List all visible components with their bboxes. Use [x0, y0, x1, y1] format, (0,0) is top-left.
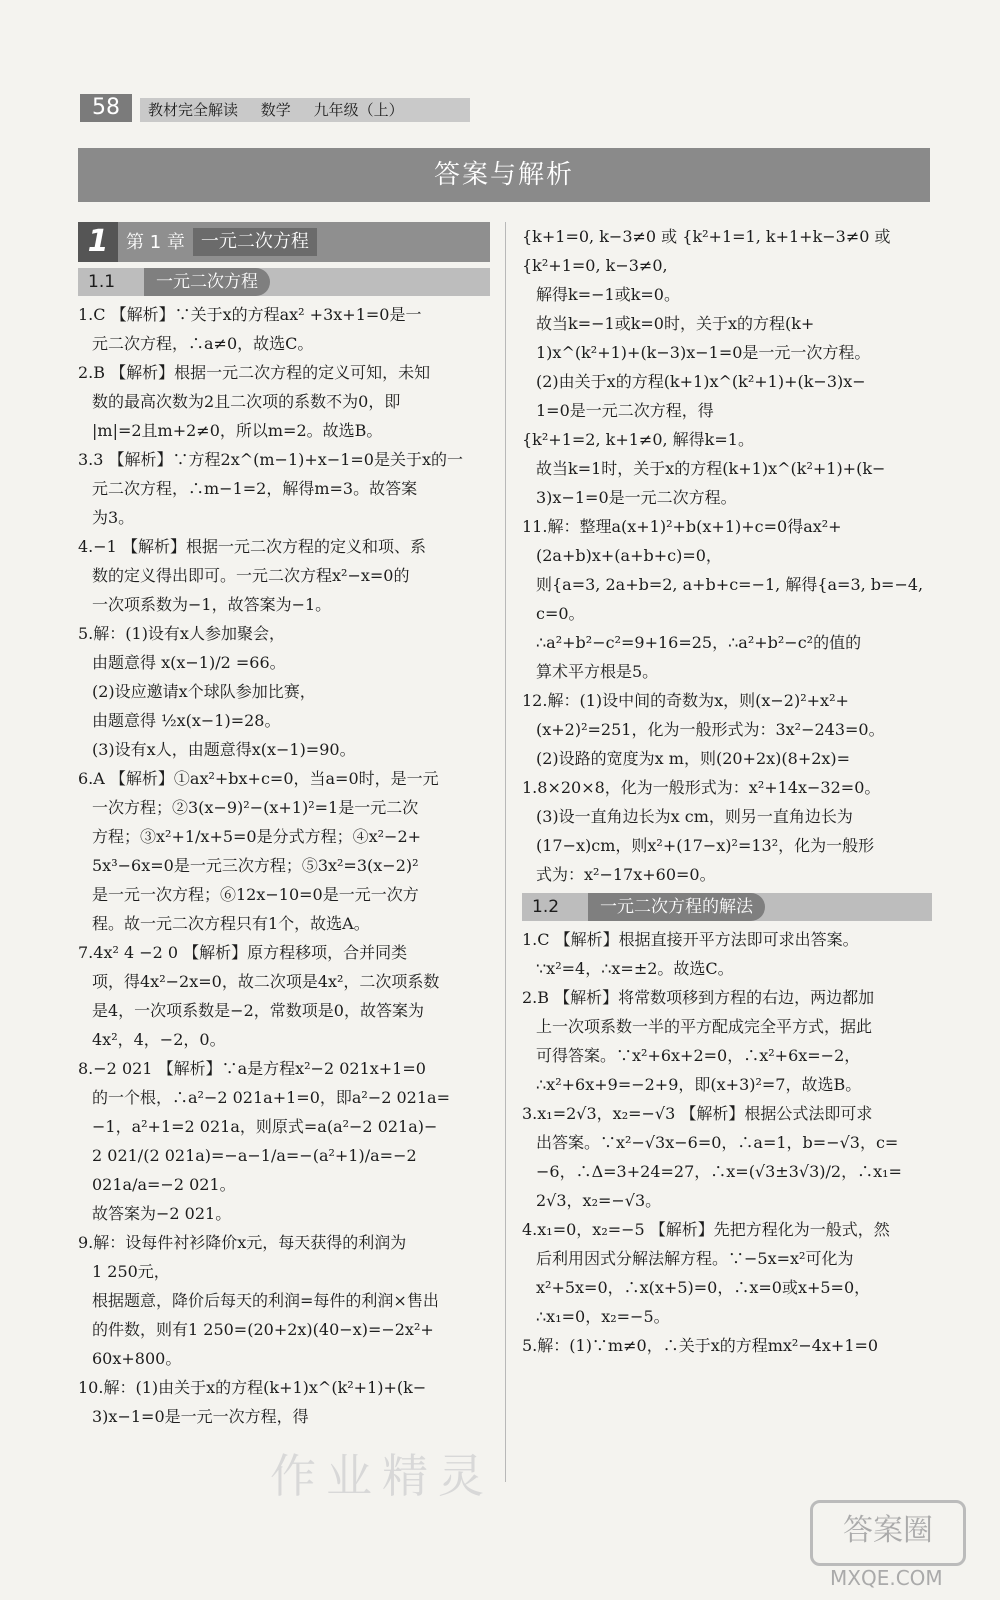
answer-line: 12.解：(1)设中间的奇数为x，则(x−2)²+x²+: [522, 691, 849, 710]
subject-label: 数学: [260, 101, 291, 119]
section-number: 1.1: [88, 271, 116, 292]
answer-line: 9.解：设每件衬衫降价x元，每天获得的利润为: [78, 1233, 407, 1252]
answer-line: 为3。: [92, 508, 135, 527]
answer-line: 1.C 【解析】∵关于x的方程ax² +3x+1=0是一: [78, 305, 422, 324]
answer-line: 1 250元，: [92, 1262, 170, 1281]
answer-line: ∵x²=4，∴x=±2。故选C。: [536, 959, 734, 978]
answer-line: 方程；③x²+1/x+5=0是分式方程；④x²−2+: [92, 827, 422, 846]
answer-line: 后利用因式分解法解方程。∵−5x=x²可化为: [536, 1249, 854, 1268]
answer-line: 由题意得 x(x−1)/2 =66。: [92, 653, 286, 672]
answer-line: 60x+800。: [92, 1349, 182, 1368]
answer-line: 的件数，则有1 250=(20+2x)(40−x)=−2x²+: [92, 1320, 434, 1339]
answer-line: 数的最高次数为2且二次项的系数不为0，即: [92, 392, 401, 411]
answer-line: ∴x₁=0，x₂=−5。: [536, 1307, 670, 1326]
answer-line: 一次方程；②3(x−9)²−(x+1)²=1是一元二次: [92, 798, 419, 817]
answer-line: 3.3 【解析】∵方程2x^(m−1)+x−1=0是关于x的一: [78, 450, 464, 469]
answer-line: 故当k=1时，关于x的方程(k+1)x^(k²+1)+(k−: [536, 459, 886, 478]
answer-line: 故当k=−1或k=0时，关于x的方程(k+: [536, 314, 815, 333]
answer-line: 7.4x² 4 −2 0 【解析】原方程移项，合并同类: [78, 943, 408, 962]
answer-line: 由题意得 ½x(x−1)=28。: [92, 711, 281, 730]
answer-line: (2)设应邀请x个球队参加比赛，: [92, 682, 316, 701]
answer-line: 6.A 【解析】①ax²+bx+c=0，当a=0时，是一元: [78, 769, 439, 788]
answer-line: 1.8×20×8，化为一般形式为：x²+14x−32=0。: [522, 778, 881, 797]
right-answers: [522, 222, 932, 889]
watermark: 作业精灵: [270, 1449, 494, 1503]
section-heading: [78, 268, 490, 296]
answer-line: 5.解：(1)∵m≠0，∴关于x的方程mx²−4x+1=0: [522, 1336, 879, 1355]
answer-line: 5x³−6x=0是一元三次方程；⑤3x²=3(x−2)²: [92, 856, 419, 875]
answer-line: 项，得4x²−2x=0，故二次项是4x²，二次项系数: [92, 972, 440, 991]
answer-line: (2)设路的宽度为x m，则(20+2x)(8+2x)=: [536, 749, 851, 768]
site-logo: 答案圈: [810, 1500, 966, 1566]
answer-line: (2a+b)x+(a+b+c)=0，: [536, 546, 722, 565]
section-title-2: 一元二次方程的解法: [588, 893, 765, 921]
answer-line: 式为：x²−17x+60=0。: [536, 865, 716, 884]
answer-line: 出答案。∵x²−√3x−6=0，∴a=1，b=−√3，c=: [536, 1133, 899, 1152]
site-url: MXQE.COM: [830, 1566, 943, 1590]
right-answers-2: [522, 925, 932, 1360]
answer-line: −6，∴Δ=3+24=27，∴x=(√3±3√3)/2，∴x₁=: [536, 1162, 902, 1181]
answer-line: 一次项系数为−1，故答案为−1。: [92, 595, 332, 614]
grade-label: 九年级（上）: [313, 101, 404, 119]
answer-line: 元二次方程，∴a≠0，故选C。: [92, 334, 314, 353]
chapter-label: 第 1 章: [126, 231, 185, 253]
answer-line: (3)设一直角边长为x cm，则另一直角边长为: [536, 807, 853, 826]
answer-line: 2√3，x₂=−√3。: [536, 1191, 662, 1210]
section-number-2: 1.2: [532, 896, 560, 917]
book-title: 教材完全解读: [148, 101, 239, 119]
answer-line: ∴x²+6x+9=−2+9，即(x+3)²=7，故选B。: [536, 1075, 862, 1094]
right-column: [522, 222, 932, 1360]
section-heading-2: [522, 893, 932, 921]
answer-line: ∴a²+b²−c²=9+16=25，∴a²+b²−c²的值的: [536, 633, 862, 652]
left-column: [78, 222, 490, 1431]
section-title: 一元二次方程: [144, 268, 270, 296]
answer-line: 可得答案。∵x²+6x+2=0，∴x²+6x=−2，: [536, 1046, 861, 1065]
answer-line: 则{a=3, 2a+b=2, a+b+c=−1, 解得{a=3, b=−4, c=0。: [536, 575, 924, 623]
running-header: [140, 98, 470, 122]
answer-line: 1)x^(k²+1)+(k−3)x−1=0是一元一次方程。: [536, 343, 871, 362]
answer-line: 元二次方程，∴m−1=2，解得m=3。故答案: [92, 479, 418, 498]
answer-line: 根据题意，降价后每天的利润=每件的利润×售出: [92, 1291, 439, 1310]
answer-line: |m|=2且m+2≠0，所以m=2。故选B。: [92, 421, 383, 440]
answer-line: 3)x−1=0是一元二次方程。: [536, 488, 737, 507]
answer-line: 3.x₁=2√3，x₂=−√3 【解析】根据公式法即可求: [522, 1104, 873, 1123]
answer-line: 2.B 【解析】根据一元二次方程的定义可知，未知: [78, 363, 431, 382]
answer-line: (17−x)cm，则x²+(17−x)²=13²，化为一般形: [536, 836, 875, 855]
answer-line: (x+2)²=251，化为一般形式为：3x²−243=0。: [536, 720, 885, 739]
answer-line: 是一元一次方程；⑥12x−10=0是一元一次方: [92, 885, 419, 904]
answer-line: 10.解：(1)由关于x的方程(k+1)x^(k²+1)+(k−: [78, 1378, 427, 1397]
answer-line: 3)x−1=0是一元一次方程，得: [92, 1407, 309, 1426]
answer-line: 8.−2 021 【解析】∵a是方程x²−2 021x+1=0: [78, 1059, 426, 1078]
answer-line: 算术平方根是5。: [536, 662, 659, 681]
answer-line: (3)设有x人，由题意得x(x−1)=90。: [92, 740, 356, 759]
answer-line: 上一次项系数一半的平方配成完全平方式，据此: [536, 1017, 873, 1036]
answer-line: 解得k=−1或k=0。: [536, 285, 680, 304]
answer-line: {k+1=0, k−3≠0 或 {k²+1=1, k+1+k−3≠0 或 {k²+1=0, k−3≠0,: [522, 227, 891, 275]
answer-line: 2.B 【解析】将常数项移到方程的右边，两边都加: [522, 988, 875, 1007]
chapter-title: 一元二次方程: [193, 228, 317, 256]
answer-line: 2 021/(2 021a)=−a−1/a=−(a²+1)/a=−2 021a/a=−2 021。: [92, 1146, 417, 1194]
answer-line: 4x²，4，−2，0。: [92, 1030, 226, 1049]
page-number: 58: [80, 94, 132, 122]
answer-line: 的一个根，∴a²−2 021a+1=0，即a²−2 021a=: [92, 1088, 450, 1107]
answer-line: 5.解：(1)设有x人参加聚会，: [78, 624, 285, 643]
left-answers: [78, 300, 490, 1431]
chapter-number: 1: [78, 222, 118, 262]
answer-line: 4.x₁=0，x₂=−5 【解析】先把方程化为一般式，然: [522, 1220, 890, 1239]
answers-banner: 答案与解析: [78, 148, 930, 202]
answer-line: 数的定义得出即可。一元二次方程x²−x=0的: [92, 566, 410, 585]
answer-line: 11.解：整理a(x+1)²+b(x+1)+c=0得ax²+: [522, 517, 842, 536]
answer-line: {k²+1=2, k+1≠0, 解得k=1。: [522, 430, 754, 449]
answer-line: 1=0是一元二次方程，得: [536, 401, 714, 420]
answer-line: 程。故一元二次方程只有1个，故选A。: [92, 914, 370, 933]
answer-line: −1，a²+1=2 021a，则原式=a(a²−2 021a)−: [92, 1117, 438, 1136]
answer-line: x²+5x=0，∴x(x+5)=0，∴x=0或x+5=0，: [536, 1278, 871, 1297]
answer-line: (2)由关于x的方程(k+1)x^(k²+1)+(k−3)x−: [536, 372, 866, 391]
chapter-heading: [78, 222, 490, 262]
column-divider: [505, 222, 506, 1482]
answer-line: 故答案为−2 021。: [92, 1204, 232, 1223]
answer-line: 是4，一次项系数是−2，常数项是0，故答案为: [92, 1001, 424, 1020]
answer-line: 4.−1 【解析】根据一元二次方程的定义和项、系: [78, 537, 426, 556]
answer-line: 1.C 【解析】根据直接开平方法即可求出答案。: [522, 930, 859, 949]
